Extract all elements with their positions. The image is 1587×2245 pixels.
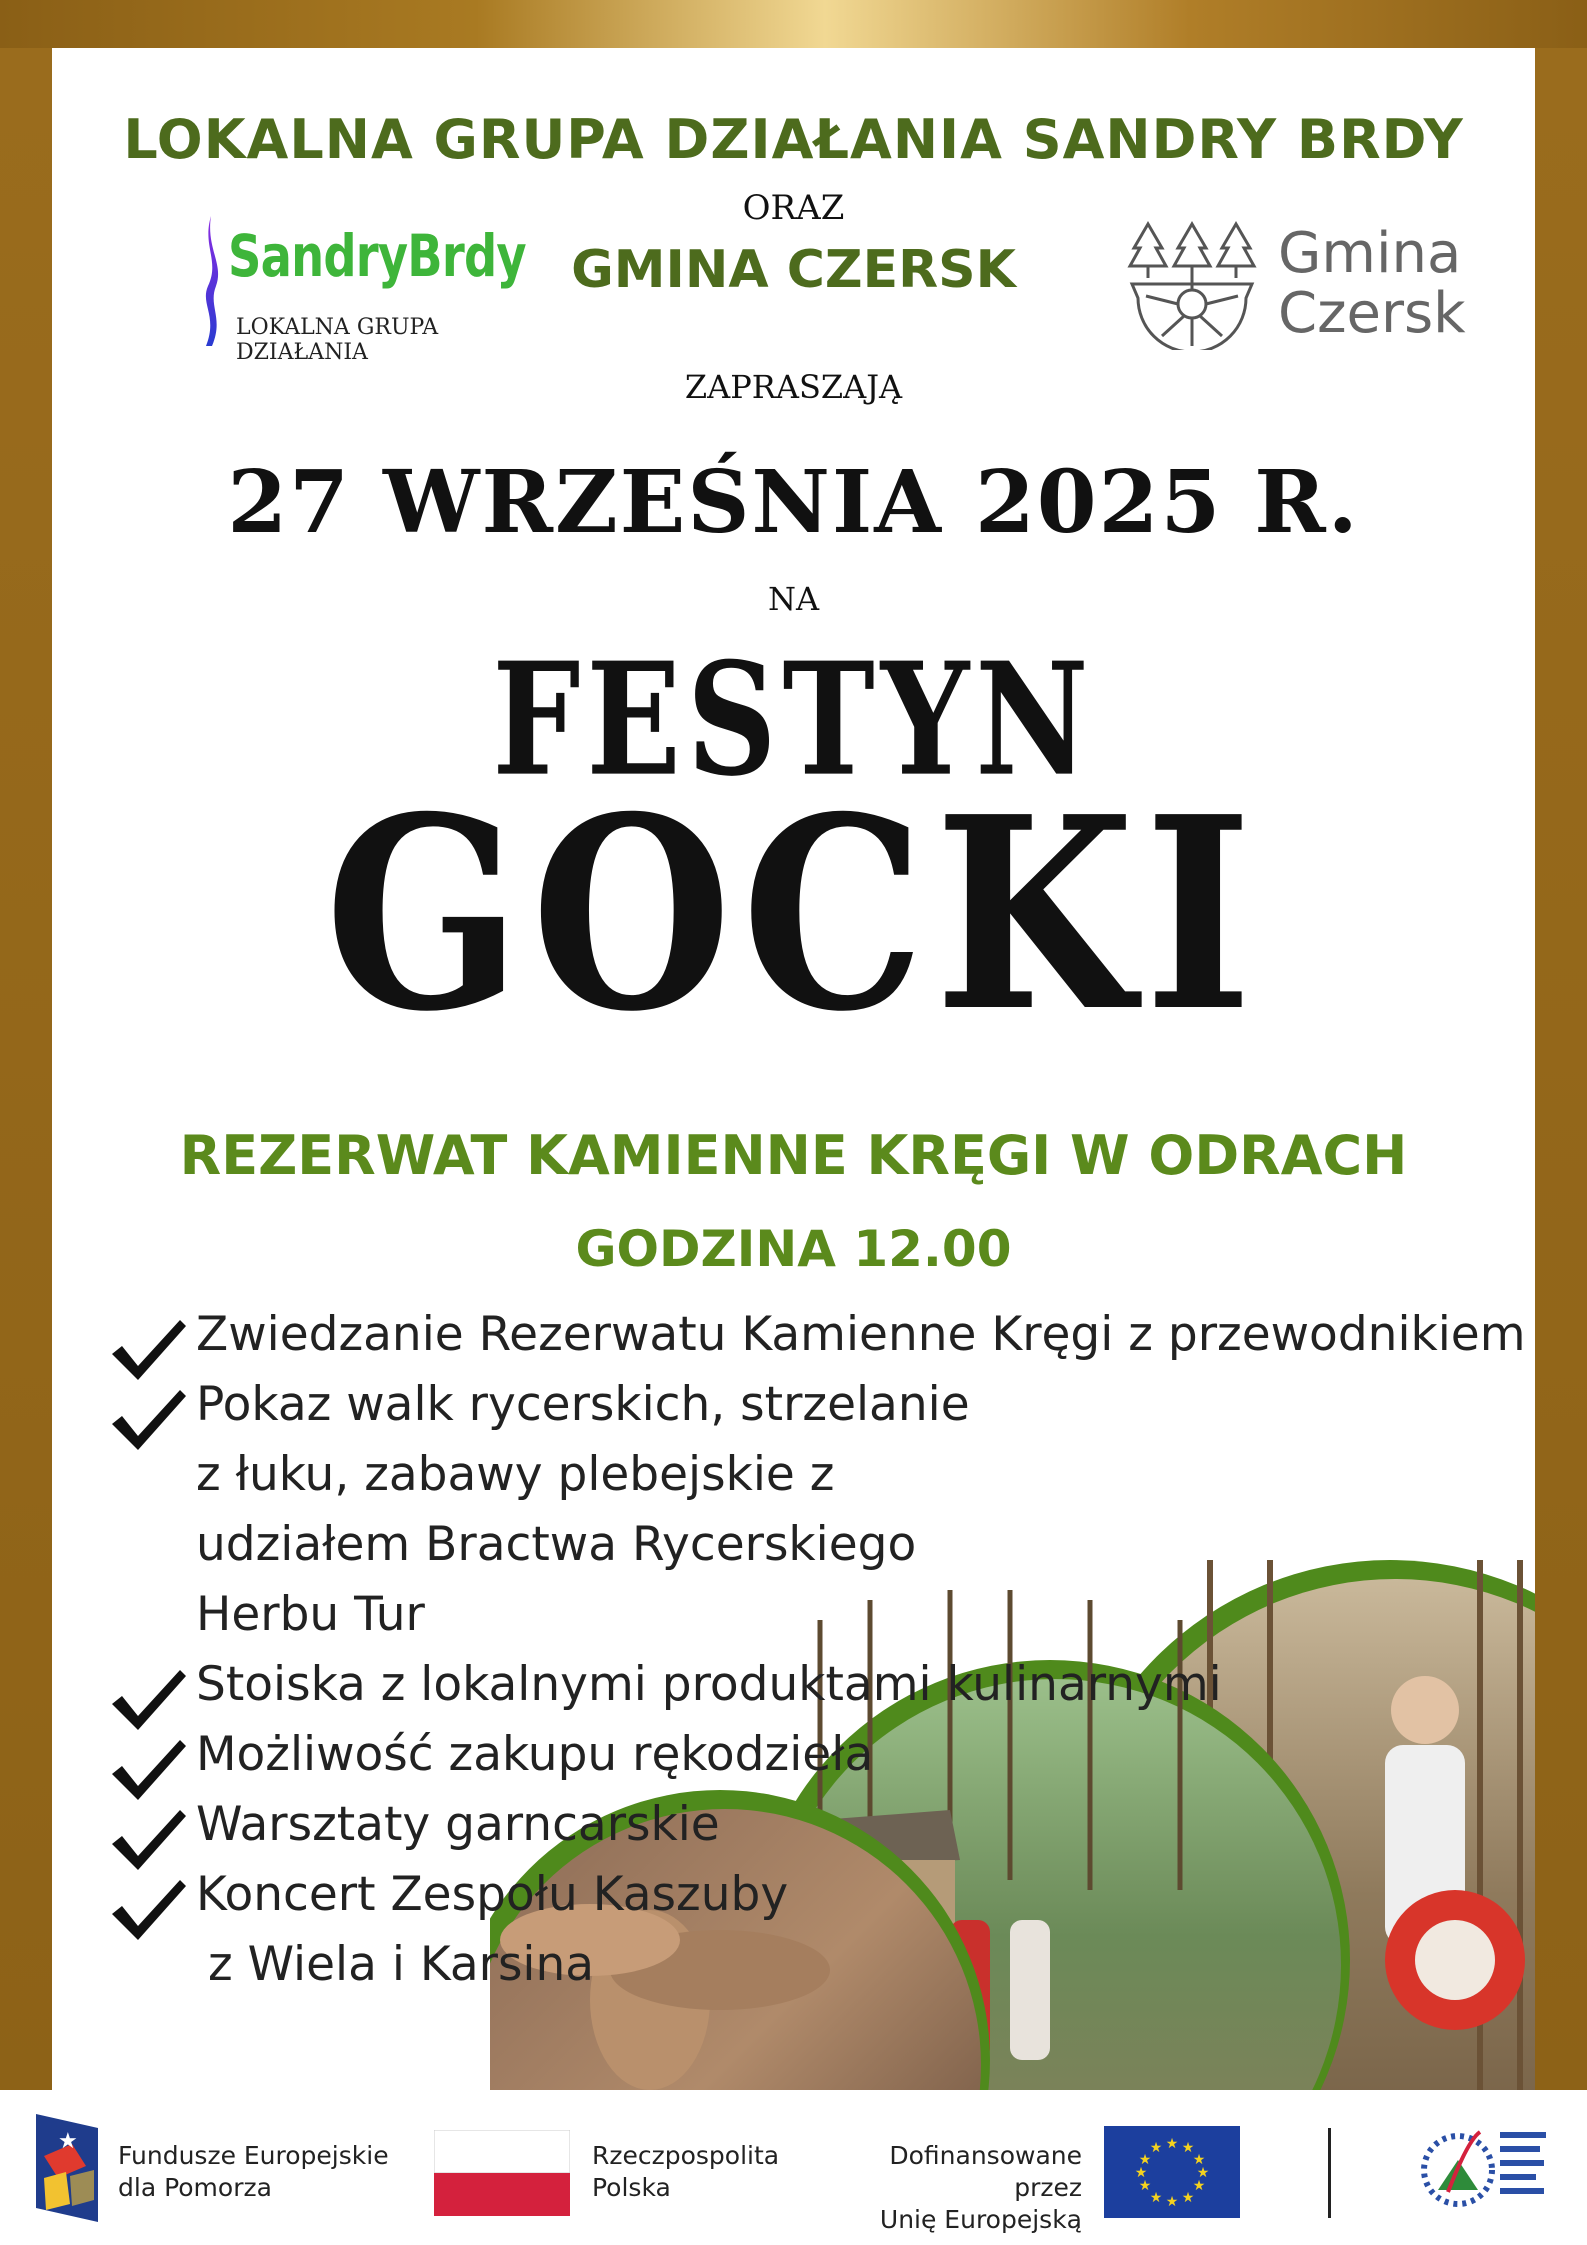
organizer-title: LOKALNA GRUPA DZIAŁANIA SANDRY BRDY	[123, 108, 1464, 171]
na-label: NA	[767, 580, 820, 618]
psp-logo-icon	[1418, 2120, 1548, 2220]
czersk-word: Czersk	[1278, 281, 1466, 346]
list-item	[108, 1860, 1528, 1930]
eu-funds-line2: dla Pomorza	[118, 2173, 272, 2202]
svg-text:★: ★	[1181, 2190, 1195, 2206]
flame-icon	[198, 216, 224, 346]
sandry-brdy-subtitle: LOKALNA GRUPA DZIAŁANIA	[236, 315, 439, 365]
czersk-emblem-icon	[1126, 218, 1258, 350]
program-item-text: Warsztaty garncarskie	[196, 1797, 720, 1852]
svg-text:★: ★	[1134, 2165, 1148, 2181]
program-list	[108, 1300, 1528, 2000]
eu-flag-icon	[1104, 2126, 1240, 2218]
rp-line2: Polska	[592, 2173, 671, 2202]
rp-label	[592, 2140, 779, 2204]
program-item-text: Koncert Zespołu Kaszuby	[196, 1867, 789, 1922]
list-item	[108, 1790, 1528, 1860]
gmina-word: Gmina	[1278, 221, 1462, 286]
eu-funds-logo-icon	[36, 2114, 98, 2222]
gocki-title: GOCKI	[324, 759, 1263, 1071]
program-item-text: Stoiska z lokalnymi produktami kulinarnymi	[196, 1657, 1222, 1712]
svg-text:★: ★	[1192, 2178, 1206, 2194]
eu-cofunded-label	[826, 2140, 1082, 2236]
svg-text:★: ★	[1196, 2165, 1210, 2181]
footer-divider	[1328, 2128, 1331, 2218]
hour-label: GODZINA 12.00	[575, 1220, 1012, 1278]
funding-footer	[0, 2090, 1587, 2245]
invite-label: ZAPRASZAJĄ	[684, 368, 903, 406]
program-item-text: Zwiedzanie Rezerwatu Kamienne Kręgi z przewodnikiem	[196, 1307, 1526, 1362]
svg-text:★: ★	[1192, 2152, 1206, 2168]
gmina-title: GMINA CZERSK	[571, 240, 1016, 300]
svg-text:★: ★	[1138, 2178, 1152, 2194]
eu-funds-line1: Fundusze Europejskie	[118, 2141, 389, 2170]
gmina-czersk-logo	[1126, 218, 1466, 358]
polish-flag-icon	[434, 2130, 570, 2216]
sandry-brdy-logo	[198, 212, 526, 365]
eu-funds-label	[118, 2140, 389, 2204]
frame-left-edge	[0, 48, 52, 2090]
list-item	[108, 1650, 1528, 1720]
svg-text:★: ★	[1149, 2190, 1163, 2206]
svg-text:★: ★	[58, 2129, 78, 2154]
list-item	[108, 1300, 1528, 1370]
program-item-text: Pokaz walk rycerskich, strzelanie z łuku, zabawy plebejskie z udziałem Bractwa Rycerskiego Herbu Tur	[196, 1377, 970, 1642]
sandry-brdy-wordmark: SandryBrdy	[228, 222, 526, 290]
program-item-text: Możliwość zakupu rękodzieła	[196, 1727, 874, 1782]
list-item-continuation	[108, 1930, 1528, 2000]
check-icon	[108, 1384, 188, 1454]
festyn-title: FESTYN	[492, 629, 1095, 812]
eu-cofunded-line2: Unię Europejską	[879, 2205, 1082, 2234]
svg-text:★: ★	[1149, 2140, 1163, 2156]
svg-text:★: ★	[1165, 2194, 1179, 2210]
svg-text:★: ★	[1181, 2140, 1195, 2156]
gmina-czersk-wordmark	[1278, 221, 1466, 346]
event-date: 27 WRZEŚNIA 2025 R.	[227, 452, 1360, 553]
svg-text:★: ★	[1165, 2136, 1179, 2152]
venue-label: REZERWAT KAMIENNE KRĘGI W ODRACH	[179, 1124, 1408, 1187]
list-item	[108, 1720, 1528, 1790]
oraz-label: ORAZ	[742, 188, 845, 228]
frame-right-edge	[1535, 48, 1587, 2090]
rp-line1: Rzeczpospolita	[592, 2141, 780, 2170]
eu-cofunded-line1: Dofinansowane przez	[889, 2141, 1082, 2202]
svg-text:★: ★	[1138, 2152, 1152, 2168]
program-item-text: z Wiela i Karsina	[208, 1937, 595, 1992]
list-item	[108, 1370, 1528, 1650]
